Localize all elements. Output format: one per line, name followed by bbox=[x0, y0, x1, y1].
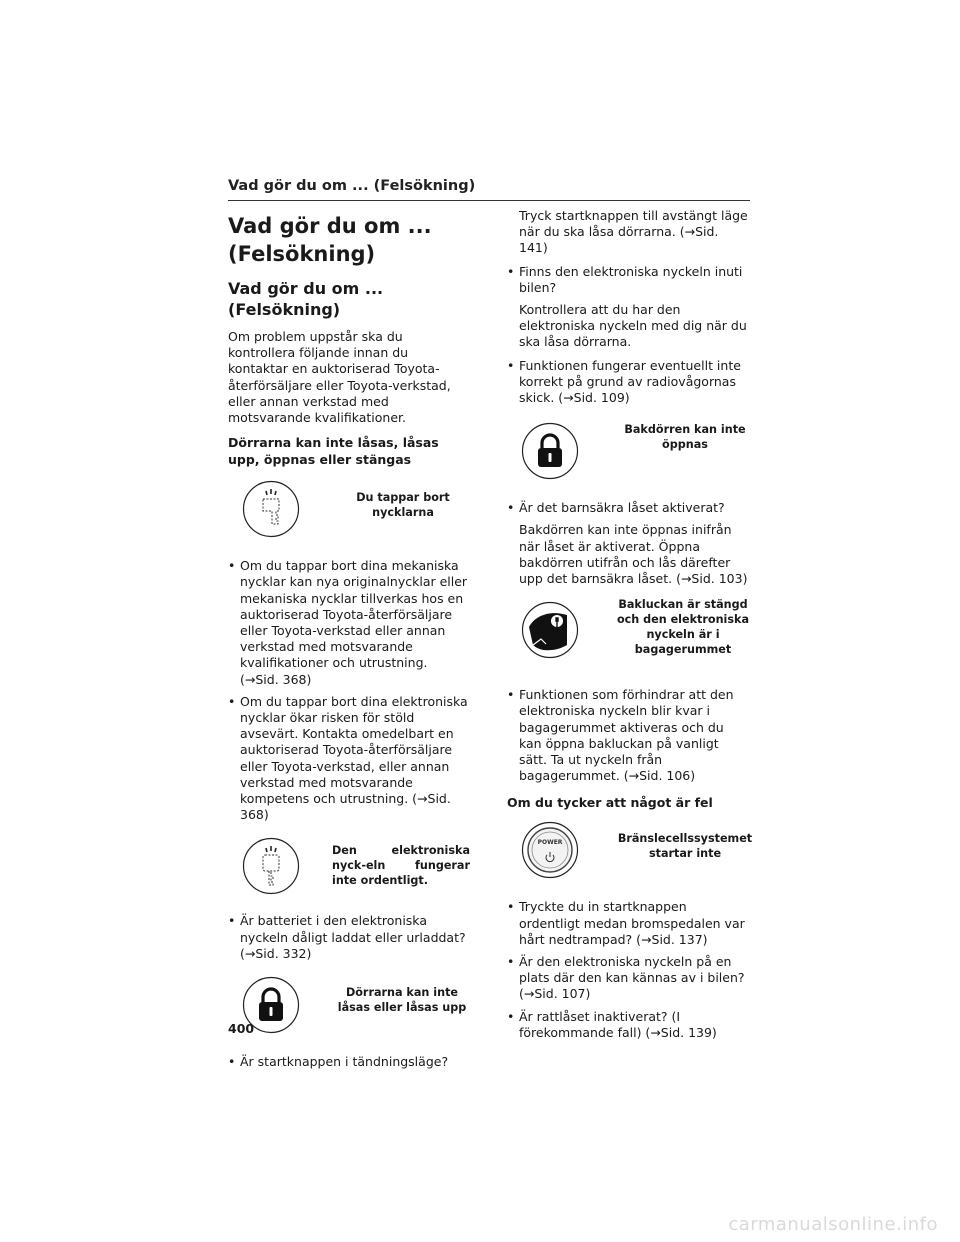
figure-lose-keys bbox=[228, 480, 470, 544]
bullet-steering: • Är rattlåset inaktiverat? (I förekommande fall) (→Sid. 139) bbox=[507, 1009, 750, 1041]
wrong-subheading: Om du tycker att något är fel bbox=[507, 795, 713, 811]
bullet-start-button: • Tryckte du in startknappen ordentligt medan bromspedalen var hårt nedtrampad? (→Sid. 137) bbox=[507, 899, 750, 948]
running-header: Vad gör du om ... (Felsökning) bbox=[228, 178, 750, 201]
bullet-ignition: • Är startknappen i tändningsläge? bbox=[228, 1054, 470, 1070]
caption-lose-keys: Du tappar bort nycklarna bbox=[356, 491, 450, 520]
figure-rear-door bbox=[507, 422, 750, 486]
intro-paragraph: Om problem uppstår ska du kontrollera följande innan du kontaktar en auktoriserad Toyota-återförsäljare eller Toyota-verkstad, eller annan verkstad med motsvarande kvalifikationer. bbox=[228, 329, 451, 426]
section-heading: Vad gör du om ... (Felsökning) bbox=[228, 279, 384, 319]
caption-key-malfunction: Den elektroniska nyck-eln fungerar inte ordentligt. bbox=[332, 844, 470, 888]
bullet-electronic-keys: • Om du tappar bort dina elektroniska nycklar ökar risken för stöld avsevärt. Kontakta omedelbart en auktoriserad Toyota-återförsäljare eller Toyota-verkstad, eller annan verkstad med motsvarande kompetens och utrustning. (→Sid. 368) bbox=[228, 694, 470, 824]
power-button-icon bbox=[521, 821, 579, 879]
page-title-line2: (Felsökning) bbox=[228, 242, 376, 266]
caption-doors-lock: Dörrarna kan inte låsas eller låsas upp bbox=[337, 986, 467, 1015]
page-title bbox=[228, 212, 470, 268]
bullet-key-inside: • Finns den elektroniska nyckeln inuti bilen? bbox=[507, 264, 750, 296]
trunk-key-icon bbox=[521, 601, 579, 659]
caption-fuel-cell: Bränslecellssystemet startar inte bbox=[617, 832, 753, 861]
figure-doors-lock bbox=[228, 976, 470, 1040]
bullet-key-place: • Är den elektroniska nyckeln på en plats där den kan kännas av i bilen? (→Sid. 107) bbox=[507, 954, 750, 1003]
electronic-key-icon bbox=[242, 837, 300, 895]
left-column bbox=[228, 210, 470, 1076]
page-number: 400 bbox=[228, 1021, 255, 1036]
follow-key-inside: Kontrollera att du har den elektroniska nyckeln med dig när du ska låsa dörrarna. bbox=[519, 302, 747, 350]
bullet-battery: • Är batteriet i den elektroniska nyckeln dåligt laddat eller urladdat? (→Sid. 332) bbox=[228, 913, 470, 962]
caption-trunk: Bakluckan är stängd och den elektroniska nyckeln är i bagagerummet bbox=[616, 598, 750, 657]
figure-trunk bbox=[507, 598, 750, 673]
watermark: carmanualsonline.info bbox=[728, 1214, 938, 1235]
bullet-mechanical-keys: • Om du tappar bort dina mekaniska nycklar kan nya originalnycklar eller mekaniska nycklar tillverkas hos en auktoriserad Toyota-återförsäljare eller Toyota-verkstad eller annan verkstad med motsvarande kvalifikationer och utrustning. (→Sid. 368) bbox=[228, 558, 470, 688]
caption-rear-door: Bakdörren kan inte öppnas bbox=[624, 423, 746, 452]
figure-key-malfunction bbox=[228, 837, 470, 899]
bullet-trunk: • Funktionen som förhindrar att den elektroniska nyckeln blir kvar i bagagerummet aktiveras och du kan öppna bakluckan på vanligt sätt. Ta ut nyckeln från bagagerummet. (→Sid. 106) bbox=[507, 687, 750, 784]
doors-subheading: Dörrarna kan inte låsas, låsas upp, öppnas eller stängas bbox=[228, 435, 439, 468]
page-title-line1: Vad gör du om ... bbox=[228, 214, 432, 238]
figure-fuel-cell bbox=[507, 821, 753, 885]
padlock-icon bbox=[521, 422, 579, 480]
power-label: POWER bbox=[537, 839, 563, 847]
follow-ignition: Tryck startknappen till avstängt läge när du ska låsa dörrarna. (→Sid. 141) bbox=[519, 208, 748, 256]
bullet-child-lock: • Är det barnsäkra låset aktiverat? bbox=[507, 500, 750, 516]
follow-child-lock: Bakdörren kan inte öppnas inifrån när låset är aktiverat. Öppna bakdörren utifrån och lås därefter upp det barnsäkra låset. (→Sid. 103) bbox=[519, 522, 748, 587]
mechanical-key-icon bbox=[242, 480, 300, 538]
bullet-radio: • Funktionen fungerar eventuellt inte korrekt på grund av radiovågornas skick. (→Sid. 109) bbox=[507, 358, 750, 407]
right-column bbox=[507, 208, 753, 1047]
